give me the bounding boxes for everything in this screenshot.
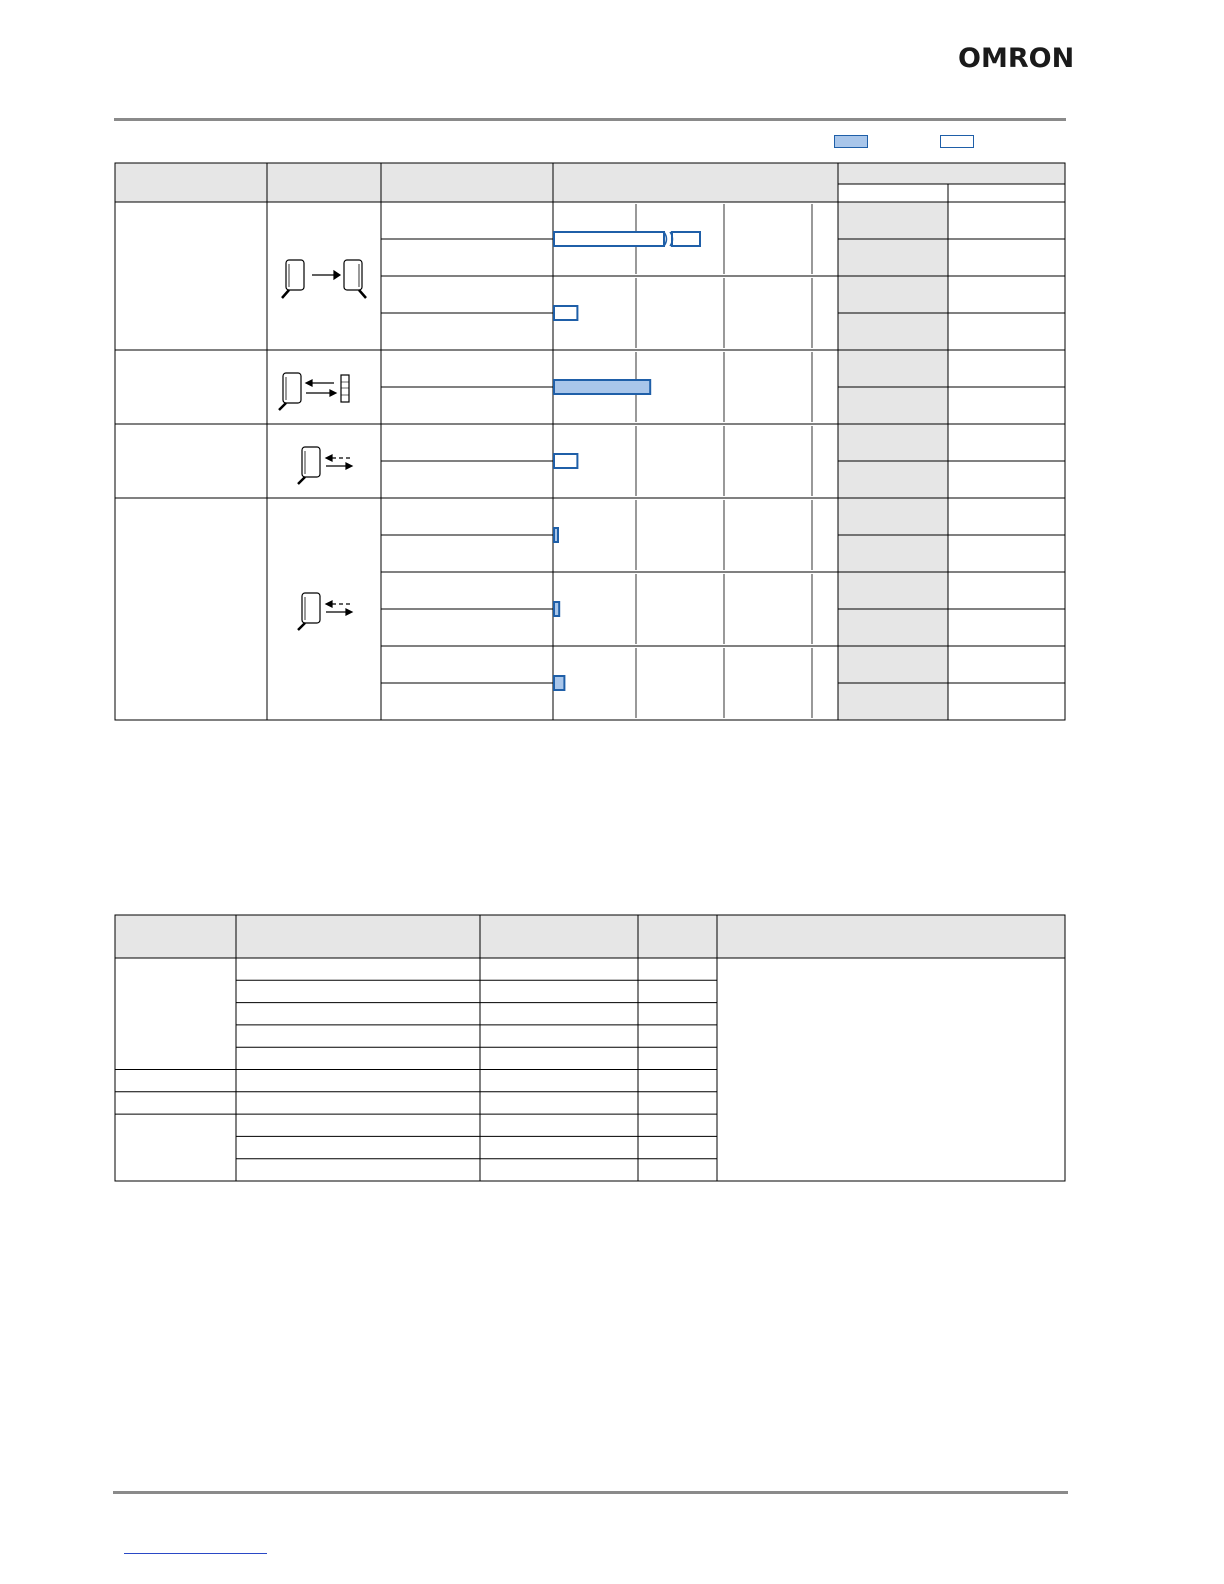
table1-range-gridlines [636,204,812,718]
grey-cell [838,609,948,646]
table1-range-bars [554,232,700,690]
table2-header-row [115,915,1065,958]
retro-reflective-sensor-icon [279,373,349,410]
diffuse-reflective-sensor-icon-2 [298,593,352,630]
footer-divider [113,1491,1068,1494]
grey-cell [838,276,948,313]
grey-cell [838,387,948,424]
table1-subheader-row [838,184,1065,202]
range-bar [554,232,664,246]
range-bar-extension [672,232,700,246]
range-bar [554,676,564,690]
grey-cell [838,461,948,498]
ordering-table [0,900,1224,1200]
range-bar [554,602,559,616]
grey-cell [838,683,948,720]
footer-link[interactable] [124,1553,267,1554]
omron-logo: OMRON [958,43,1075,74]
diffuse-reflective-sensor-icon [298,447,352,484]
grey-cell [838,646,948,683]
grey-cell [838,202,948,239]
grey-cell [838,350,948,387]
grey-cell [838,535,948,572]
grey-cell [838,498,948,535]
sensing-distance-table [0,0,1224,760]
range-bar [554,380,650,394]
range-bar [554,454,577,468]
grey-cell [838,239,948,276]
range-bar [554,528,558,542]
range-bar [554,306,577,320]
through-beam-sensor-icon [282,260,366,298]
grey-cell [838,572,948,609]
grey-cell [838,424,948,461]
grey-cell [838,313,948,350]
